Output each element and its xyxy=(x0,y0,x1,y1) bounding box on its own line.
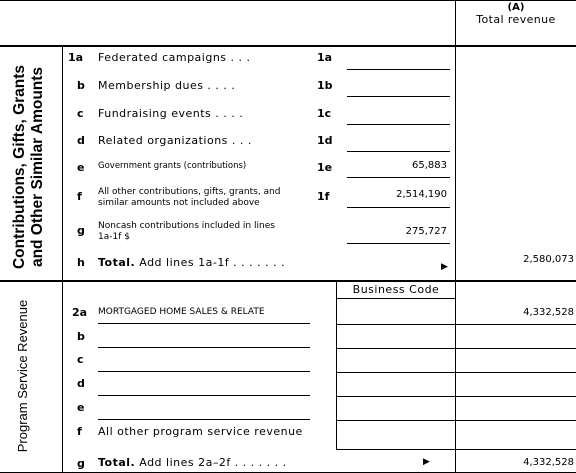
section2-side-title: Program Service Revenue xyxy=(15,299,30,453)
line-code-1g: g xyxy=(77,224,85,237)
header-bottom-rule xyxy=(0,45,576,47)
line-label-2g: Total. Add lines 2a–2f . . . . . . . xyxy=(98,456,287,469)
field-1f xyxy=(347,207,450,208)
field-2c[interactable] xyxy=(98,371,310,372)
field-1d[interactable] xyxy=(347,151,450,152)
field-2e[interactable] xyxy=(98,419,310,420)
business-code-2b[interactable] xyxy=(336,324,456,349)
box-code-1e: 1e xyxy=(317,161,333,174)
field-1g xyxy=(347,243,450,244)
box-code-1b: 1b xyxy=(317,79,333,92)
value-1f[interactable]: 2,514,190 xyxy=(396,189,447,200)
line-label-1a: Federated campaigns . . . xyxy=(98,51,251,64)
column-letter: (A) xyxy=(507,2,525,13)
line-label-1b: Membership dues . . . . xyxy=(98,79,236,92)
line-code-1h: h xyxy=(77,256,85,269)
section1-side-divider xyxy=(62,45,63,280)
line-label-1g: Noncash contributions included in lines 1a-1f $ xyxy=(98,221,275,242)
line-label-1f: All other contributions, gifts, grants, and similar amounts not included above xyxy=(98,187,281,208)
section1-bottom-rule xyxy=(0,280,576,282)
line-code-1a: 1a xyxy=(68,51,84,64)
field-1a[interactable] xyxy=(347,69,450,70)
business-code-2d[interactable] xyxy=(336,372,456,397)
line-code-1e: e xyxy=(77,161,85,174)
column-a-header xyxy=(456,2,576,26)
line-code-2e: e xyxy=(77,401,85,414)
line-label-2a: MORTGAGED HOME SALES & RELATE xyxy=(98,307,265,317)
line-code-2c: c xyxy=(77,353,84,366)
box-code-1c: 1c xyxy=(317,107,332,120)
value-1h-total[interactable]: 2,580,073 xyxy=(523,254,574,265)
line-code-1b: b xyxy=(77,79,85,92)
top-rule xyxy=(0,0,576,1)
line-label-1e: Government grants (contributions) xyxy=(98,161,247,171)
line-label-2f: All other program service revenue xyxy=(98,425,303,438)
box-code-1a: 1a xyxy=(317,51,333,64)
line-code-2f: f xyxy=(77,425,82,438)
field-1b[interactable] xyxy=(347,96,450,97)
line-code-2d: d xyxy=(77,377,85,390)
line-label-1d: Related organizations . . . xyxy=(98,134,252,147)
value-2g-total[interactable]: 4,332,528 xyxy=(523,457,574,468)
section2-side-divider xyxy=(62,280,63,473)
business-code-2e[interactable] xyxy=(336,396,456,421)
box-code-1f: 1f xyxy=(317,190,330,203)
value-1g[interactable]: 275,727 xyxy=(405,226,447,237)
arrow-right-icon: ▶ xyxy=(423,457,430,467)
field-1c[interactable] xyxy=(347,124,450,125)
section1-side-title: Contributions, Gifts, Grants and Other Similar Amounts xyxy=(11,64,46,270)
line-code-1d: d xyxy=(77,134,85,147)
field-2a[interactable] xyxy=(98,323,310,324)
field-2d[interactable] xyxy=(98,395,310,396)
line-code-2g: g xyxy=(77,457,85,470)
column-title: Total revenue xyxy=(476,13,556,26)
line-code-2b: b xyxy=(77,330,85,343)
field-2b[interactable] xyxy=(98,347,310,348)
arrow-right-icon: ▶ xyxy=(441,262,448,272)
line-code-2a: 2a xyxy=(72,306,88,319)
business-code-header: Business Code xyxy=(336,280,456,299)
box-code-1d: 1d xyxy=(317,134,333,147)
line-label-1c: Fundraising events . . . . xyxy=(98,107,244,120)
line-code-1c: c xyxy=(77,107,84,120)
business-code-2a[interactable] xyxy=(336,298,456,325)
value-2a[interactable]: 4,332,528 xyxy=(523,307,574,318)
line-label-1h: Total. Add lines 1a-1f . . . . . . . xyxy=(98,256,286,269)
line-code-1f: f xyxy=(77,190,82,203)
business-code-2c[interactable] xyxy=(336,348,456,373)
value-1e[interactable]: 65,883 xyxy=(412,160,447,171)
field-1e xyxy=(347,177,450,178)
business-code-2f[interactable] xyxy=(336,420,456,450)
